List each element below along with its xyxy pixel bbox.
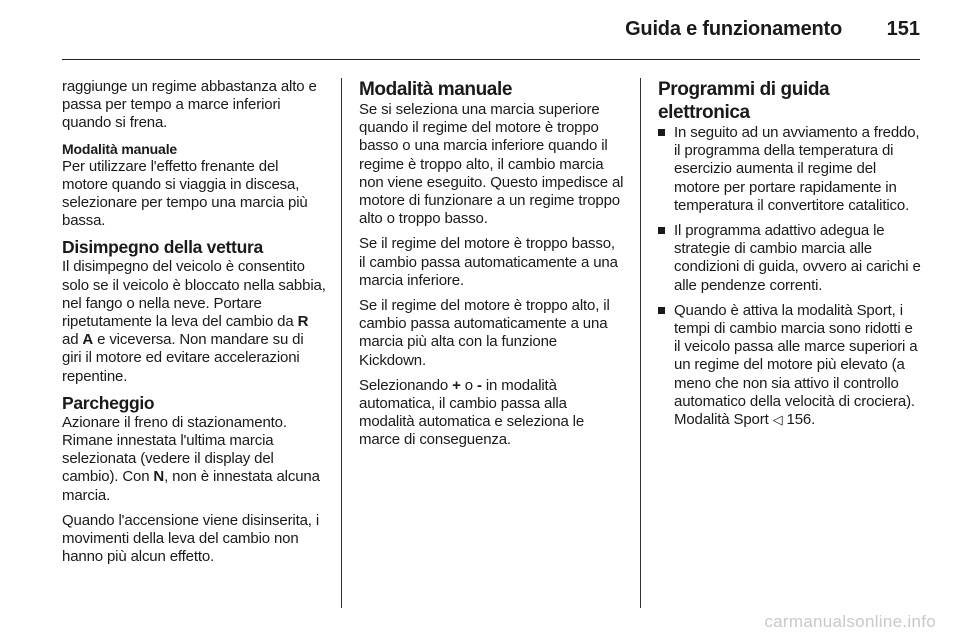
manual-mode-subheading: Modalità manuale bbox=[62, 140, 178, 157]
electronic-programs-heading: Programmi di guida elettronica bbox=[658, 79, 830, 123]
list-item bbox=[658, 302, 922, 429]
bullet-icon bbox=[658, 227, 665, 234]
list-item-text: Quando è attiva la modalità Sport, i tempi di cambio marcia sono ridotti e il veicolo passa alle marce superiori a un regime del motore più elevato (a meno che non sia attivo il controllo automatico della velocità di crociera). Modalità Sport bbox=[674, 301, 918, 429]
list-item bbox=[658, 124, 922, 215]
unstick-text: Il disimpegno del veicolo è consentito solo se il veicolo è bloccato nella sabbia, nel fango o nella neve. Portare ripetutamente la leva del cambio da bbox=[62, 258, 326, 331]
column-divider-right bbox=[640, 78, 641, 608]
manual-mode-p2: Se il regime del motore è troppo basso, il cambio passa automaticamente a una marcia inferiore. bbox=[359, 235, 618, 289]
manual-mode-heading: Modalità manuale bbox=[359, 79, 513, 100]
column-divider-left bbox=[341, 78, 342, 608]
list-item-text: In seguito ad un avviamento a freddo, il programma della temperatura di esercizio aumenta il regime del motore per portare rapidamente in temperatura il convertitore catalitico. bbox=[674, 124, 920, 214]
column-left bbox=[62, 78, 326, 573]
header-rule bbox=[62, 59, 920, 60]
ignition-paragraph: Quando l'accensione viene disinserita, i movimenti della leva del cambio non hanno più alcun effetto. bbox=[62, 511, 320, 566]
manual-mode-p3: Se il regime del motore è troppo alto, il cambio passa automaticamente a una marcia più alta con la funzione Kickdown. bbox=[359, 297, 610, 369]
manual-mode-text: in modalità automatica, il cambio passa alla modalità automatica e seleziona le marce di conseguenza. bbox=[359, 376, 585, 449]
manual-mode-text: o bbox=[460, 376, 477, 394]
manual-mode-p1: Se si seleziona una marcia superiore quando il regime del motore è troppo basso o una marcia inferiore quando il regime è troppo alto, il cambio marcia non viene eseguito. Questo impedisce al motore di funzionare a un regime troppo alto o troppo basso. bbox=[359, 101, 624, 228]
column-right bbox=[658, 78, 922, 436]
unstick-heading: Disimpegno della vettura bbox=[62, 237, 263, 258]
list-item bbox=[658, 222, 922, 295]
list-item-text: Il programma adattivo adegua le strategie di cambio marcia alle condizioni di guida, ovvero ai carichi e alle pendenze correnti. bbox=[674, 222, 921, 294]
gear-r-label: R bbox=[297, 313, 309, 331]
parking-heading: Parcheggio bbox=[62, 392, 155, 413]
parking-text: , non è innestata alcuna marcia. bbox=[62, 468, 320, 504]
section-title: Guida e funzionamento bbox=[625, 18, 842, 40]
parking-paragraph bbox=[62, 414, 326, 505]
bullet-icon bbox=[658, 307, 665, 314]
page-reference-arrow-icon[interactable]: ◁ bbox=[772, 412, 783, 428]
plus-symbol: + bbox=[452, 376, 461, 394]
page-number: 151 bbox=[886, 18, 920, 40]
gear-a-label: A bbox=[82, 331, 94, 349]
watermark: carmanualsonline.info bbox=[764, 612, 936, 631]
bullet-icon bbox=[658, 129, 665, 136]
column-middle bbox=[359, 78, 625, 457]
page-reference[interactable]: 156. bbox=[782, 411, 816, 429]
manual-mode-p4 bbox=[359, 377, 625, 450]
page-header bbox=[62, 14, 920, 52]
manual-mode-paragraph: Per utilizzare l'effetto frenante del motore quando si viaggia in discesa, selezionare per tempo una marcia più bassa. bbox=[62, 157, 308, 230]
gear-n-label: N bbox=[153, 468, 165, 486]
unstick-text: e viceversa. Non mandare su di giri il motore ed evitare accelerazioni repentine. bbox=[62, 331, 304, 385]
program-list bbox=[658, 124, 922, 429]
manual-mode-text: Selezionando bbox=[359, 376, 453, 394]
unstick-text: ad bbox=[62, 331, 83, 349]
intro-paragraph: raggiunge un regime abbastanza alto e passa per tempo a marce inferiori quando si frena. bbox=[62, 78, 317, 132]
parking-text: Azionare il freno di stazionamento. Rimane innestata l'ultima marcia selezionata (vedere il display del cambio). Con bbox=[62, 413, 287, 486]
minus-symbol: - bbox=[477, 376, 482, 394]
unstick-paragraph bbox=[62, 258, 326, 385]
